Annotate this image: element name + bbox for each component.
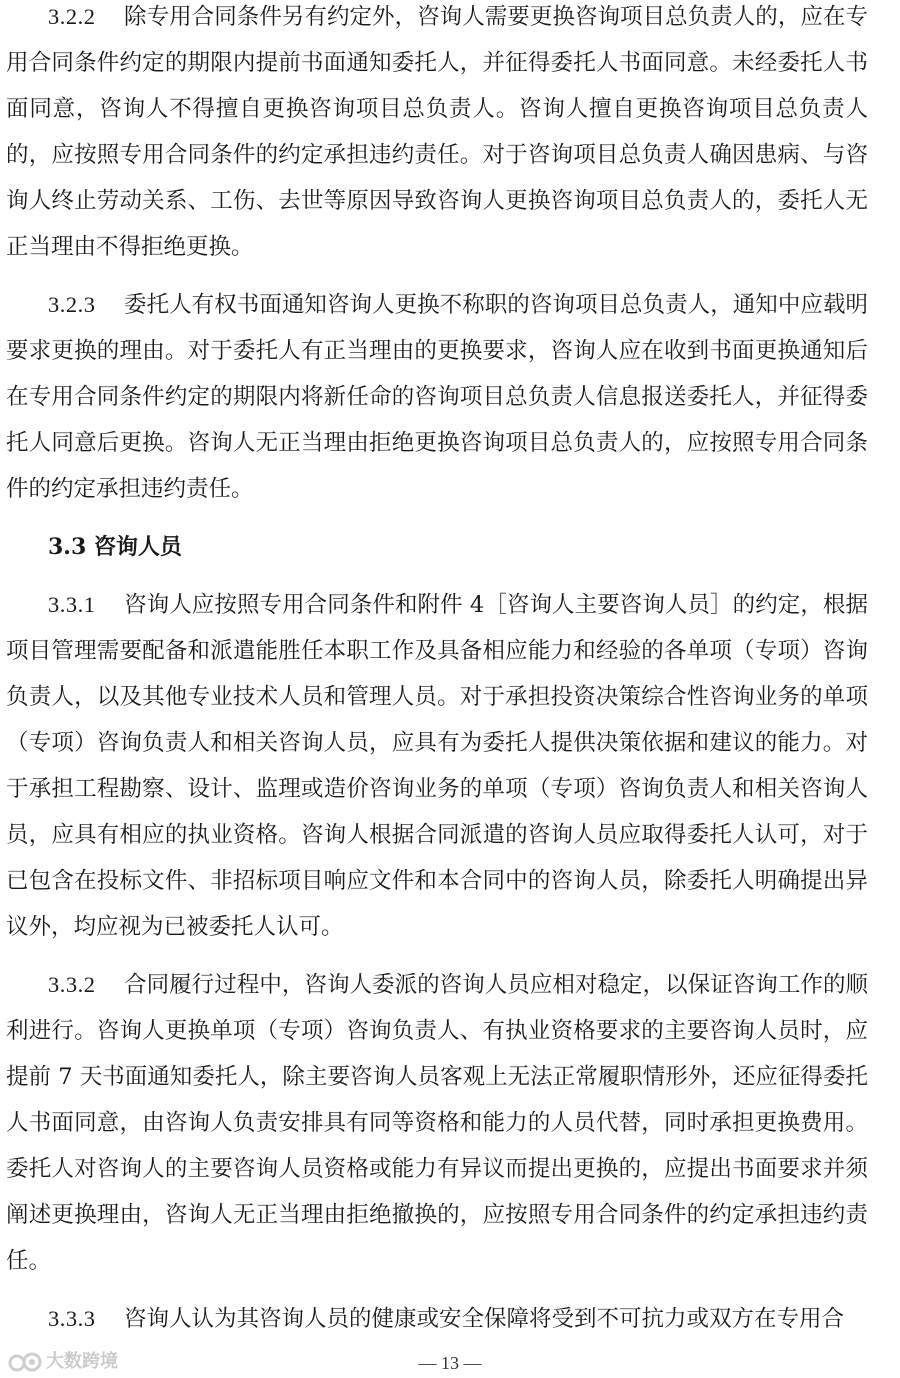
clause-number: 3.2.2 [48,4,96,29]
clause-text: 咨询人应按照专用合同条件和附件 4［咨询人主要咨询人员］的约定，根据项目管理需要配备和派遣能胜任本职工作及具备相应能力和经验的各单项（专项）咨询负责人，以及其他专业技术人员和管理人员。对于承担投资决策综合性咨询业务的单项（专项）咨询负责人和相关咨询人员，应具有为委托人提供决策依据和建议的能力。对于承担工程勘察、设计、监理或造价咨询业务的单项（专项）咨询负责人和相关咨询人员，应具有相应的执业资格。咨询人根据合同派遣的咨询人员应取得委托人认可，对于已包含在投标文件、非招标项目响应文件和本合同中的咨询人员，除委托人明确提出异议外，均应视为已被委托人认可。 [6,592,868,940]
watermark-text: 大数跨境 [46,1351,118,1372]
page-number: — 13 — [418,1353,482,1373]
document-body [6,0,868,1342]
clause-text: 委托人有权书面通知咨询人更换不称职的咨询项目总负责人，通知中应载明要求更换的理由。对于委托人有正当理由的更换要求，咨询人应在收到书面更换通知后在专用合同条件约定的期限内将新任命的咨询项目总负责人信息报送委托人，并征得委托人同意后更换。咨询人无正当理由拒绝更换咨询项目总负责人的，应按照专用合同条件的约定承担违约责任。 [6,292,868,502]
clause-text: 除专用合同条件另有约定外，咨询人需要更换咨询项目总负责人的，应在专用合同条件约定的期限内提前书面通知委托人，并征得委托人书面同意。未经委托人书面同意，咨询人不得擅自更换咨询项目总负责人。咨询人擅自更换咨询项目总负责人的，应按照专用合同条件的约定承担违约责任。对于咨询项目总负责人确因患病、与咨询人终止劳动关系、工伤、去世等原因导致咨询人更换咨询项目总负责人的，委托人无正当理由不得拒绝更换。 [6,4,868,260]
section-heading-3-3: 3.3 咨询人员 [48,534,182,560]
clause-number: 3.3.2 [48,972,96,997]
clause-3-3-3 [6,1296,868,1342]
clause-number: 3.3.3 [48,1306,96,1331]
clause-text: 咨询人认为其咨询人员的健康或安全保障将受到不可抗力或双方在专用合 [124,1306,845,1332]
clause-number: 3.3.1 [48,592,96,617]
clause-3-3-1 [6,582,868,950]
clause-3-2-2 [6,0,868,270]
clause-3-2-3 [6,282,868,512]
clause-3-3-2 [6,962,868,1284]
clause-number: 3.2.3 [48,292,96,317]
clause-text: 合同履行过程中，咨询人委派的咨询人员应相对稳定，以保证咨询工作的顺利进行。咨询人更换单项（专项）咨询负责人、有执业资格要求的主要咨询人员时，应提前 7 天书面通知委托人，除主要咨询人员客观上无法正常履职情形外，还应征得委托人书面同意，由咨询人负责安排具有同等资格和能力的人员代替，同时承担更换费用。委托人对咨询人的主要咨询人员资格或能力有异议而提出更换的，应提出书面要求并须阐述更换理由，咨询人无正当理由拒绝撤换的，应按照专用合同条件的约定承担违约责任。 [6,972,868,1274]
